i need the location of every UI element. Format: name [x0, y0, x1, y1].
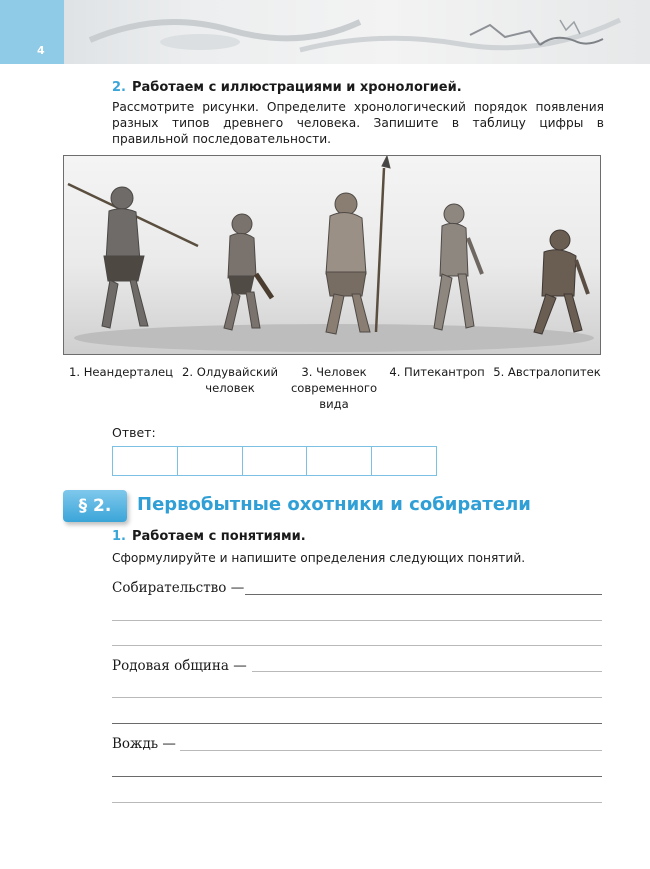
answer-cell-2[interactable]	[178, 447, 243, 475]
page-number: 4	[37, 44, 45, 57]
caption-2	[178, 364, 282, 396]
caption-2-line1: 2. Олдувайский	[181, 365, 279, 379]
section-title: Первобытные охотники и собиратели	[137, 494, 531, 515]
answer-line-gathering-3[interactable]	[112, 645, 602, 646]
caption-3-line3: вида	[319, 397, 349, 411]
caption-4	[386, 364, 488, 380]
modern-human-figure	[326, 156, 390, 334]
answer-line-gathering-2[interactable]	[112, 620, 602, 621]
term-clan-community: Родовая община —	[112, 658, 247, 674]
answer-cell-1[interactable]	[113, 447, 178, 475]
oldowan-man-figure	[224, 214, 272, 330]
task1-instructions: Сформулируйте и напишите определения следующих понятий.	[112, 551, 526, 565]
header-banner	[0, 0, 650, 64]
human-evolution-illustration	[63, 155, 601, 355]
task2-instructions: Рассмотрите рисунки. Определите хронологический порядок появления разных типов древнего человека. Запишите в таблицу цифры в правильной последовательности.	[112, 100, 604, 146]
task1-title: Работаем с понятиями.	[131, 529, 306, 544]
task1-number: 1.	[112, 529, 126, 544]
caption-2-line2: человек	[205, 381, 255, 395]
cave-painting-texture	[0, 0, 650, 64]
answer-table	[112, 446, 437, 476]
answer-line-chief-2[interactable]	[112, 776, 602, 777]
task1-heading	[112, 529, 306, 544]
caption-5	[488, 364, 606, 380]
pithecanthropus-figure	[434, 204, 482, 330]
answer-line-clan-3[interactable]	[112, 723, 602, 724]
task2-heading	[112, 80, 462, 95]
task2-title: Работаем с иллюстрациями и хронологией.	[131, 80, 462, 95]
page-tab	[0, 0, 64, 64]
caption-3-line2: современного	[290, 381, 378, 395]
answer-label: Ответ:	[112, 425, 156, 440]
caption-1	[64, 364, 178, 380]
australopithecus-figure	[534, 230, 588, 334]
caption-4-line1: 4. Питекантроп	[389, 365, 485, 379]
caption-3-line1: 3. Человек	[301, 365, 367, 379]
caption-3	[282, 364, 386, 412]
neanderthal-figure	[68, 184, 198, 328]
answer-line-chief-3[interactable]	[112, 802, 602, 803]
answer-line-chief-1[interactable]	[180, 750, 602, 751]
answer-line-gathering-1[interactable]	[245, 594, 602, 595]
answer-cell-3[interactable]	[243, 447, 308, 475]
answer-line-clan-2[interactable]	[112, 697, 602, 698]
answer-cell-5[interactable]	[372, 447, 436, 475]
term-chief: Вождь —	[112, 736, 176, 752]
task2-number: 2.	[112, 80, 126, 95]
caption-5-line1: 5. Австралопитек	[493, 365, 601, 379]
section-badge: § 2.	[63, 490, 127, 522]
term-gathering: Собирательство —	[112, 580, 245, 596]
answer-line-clan-1[interactable]	[252, 671, 602, 672]
caption-1-line1: 1. Неандерталец	[68, 365, 174, 379]
answer-cell-4[interactable]	[307, 447, 372, 475]
